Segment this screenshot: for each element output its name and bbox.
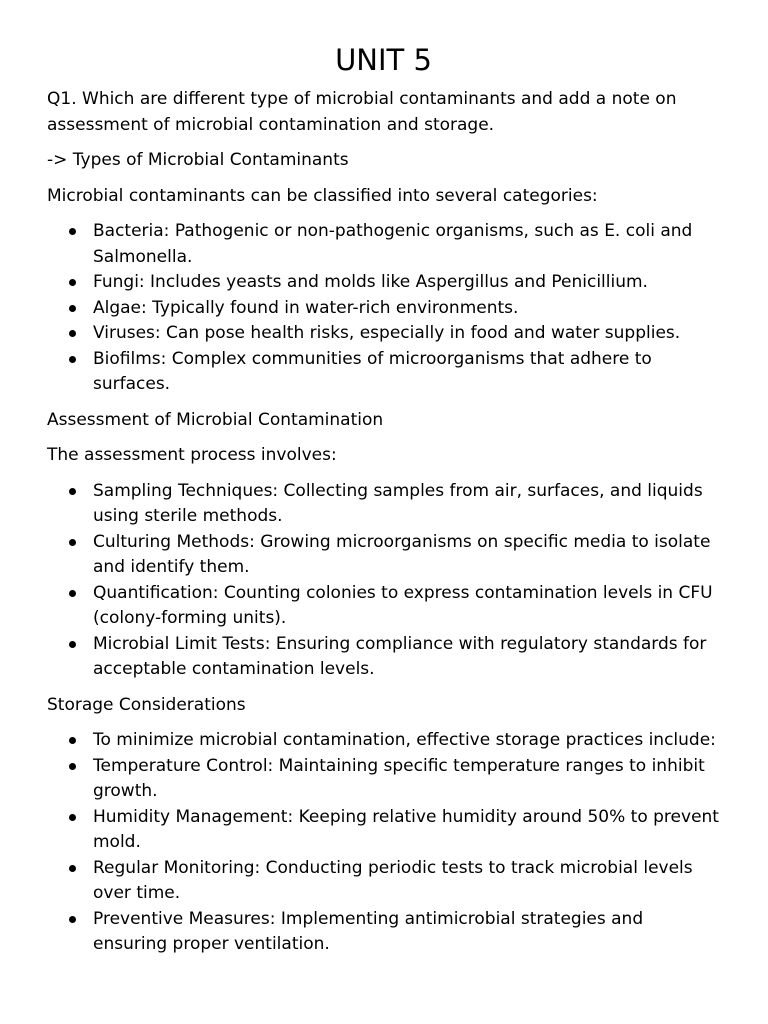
bullet-icon [69, 330, 76, 337]
section-heading-assessment: Assessment of Microbial Contamination [47, 409, 384, 430]
bullet-icon [69, 916, 76, 923]
question-text: Q1. Which are different type of microbial contaminants and add a note on assessment of microbial contamination and storage. [47, 89, 677, 135]
list-item [47, 632, 720, 683]
section-heading-storage: Storage Considerations [47, 694, 246, 715]
bullet-icon [69, 488, 76, 495]
section-heading-types: -> Types of Microbial Contaminants [47, 150, 349, 170]
list-item [47, 219, 720, 270]
list-item-text: Microbial Limit Tests: Ensuring compliance with regulatory standards for acceptable contamination levels. [93, 633, 707, 679]
bullet-icon [69, 539, 76, 546]
list-item-text: Culturing Methods: Growing microorganisms on specific media to isolate and identify them. [93, 531, 711, 577]
bullet-icon [69, 356, 76, 363]
list-item [47, 856, 720, 907]
list-item [47, 321, 720, 347]
page-title: UNIT 5 [335, 43, 432, 77]
list-item-text: Sampling Techniques: Collecting samples from air, surfaces, and liquids using sterile methods. [93, 480, 703, 526]
list-item [47, 479, 720, 530]
bullet-icon [69, 814, 76, 821]
list-storage-considerations [47, 728, 720, 958]
list-item [47, 530, 720, 581]
list-item-text: Temperature Control: Maintaining specific temperature ranges to inhibit growth. [93, 755, 705, 801]
bullet-icon [69, 763, 76, 770]
section-intro-types: Microbial contaminants can be classified into several categories: [47, 185, 598, 206]
list-item-text: Regular Monitoring: Conducting periodic tests to track microbial levels over time. [93, 857, 693, 903]
bullet-icon [69, 279, 76, 286]
list-item [47, 754, 720, 805]
list-item-text: Quantification: Counting colonies to express contamination levels in CFU (colony-forming units). [93, 582, 713, 628]
list-contaminant-types [47, 219, 720, 398]
list-item-text: To minimize microbial contamination, effective storage practices include: [93, 730, 716, 750]
bullet-icon [69, 737, 76, 744]
bullet-icon [69, 228, 76, 235]
list-item-text: Algae: Typically found in water-rich environments. [93, 297, 519, 318]
list-assessment-steps [47, 479, 720, 683]
list-item-text: Fungi: Includes yeasts and molds like Aspergillus and Penicillium. [93, 272, 648, 292]
bullet-icon [69, 865, 76, 872]
bullet-icon [69, 305, 76, 312]
list-item-text: Preventive Measures: Implementing antimicrobial strategies and ensuring proper ventilation. [93, 908, 644, 954]
list-item [47, 296, 720, 322]
list-item [47, 805, 720, 856]
list-item-text: Viruses: Can pose health risks, especially in food and water supplies. [93, 323, 681, 343]
list-item-text: Biofilms: Complex communities of microorganisms that adhere to surfaces. [93, 348, 652, 394]
list-item-text: Bacteria: Pathogenic or non-pathogenic organisms, such as E. coli and Salmonella. [93, 221, 693, 267]
list-item [47, 347, 720, 398]
list-item [47, 270, 720, 296]
list-item-text: Humidity Management: Keeping relative humidity around 50% to prevent mold. [93, 806, 719, 852]
list-item [47, 728, 720, 754]
list-item [47, 907, 720, 958]
list-item [47, 581, 720, 632]
section-intro-assessment: The assessment process involves: [47, 445, 337, 465]
bullet-icon [69, 641, 76, 648]
bullet-icon [69, 590, 76, 597]
